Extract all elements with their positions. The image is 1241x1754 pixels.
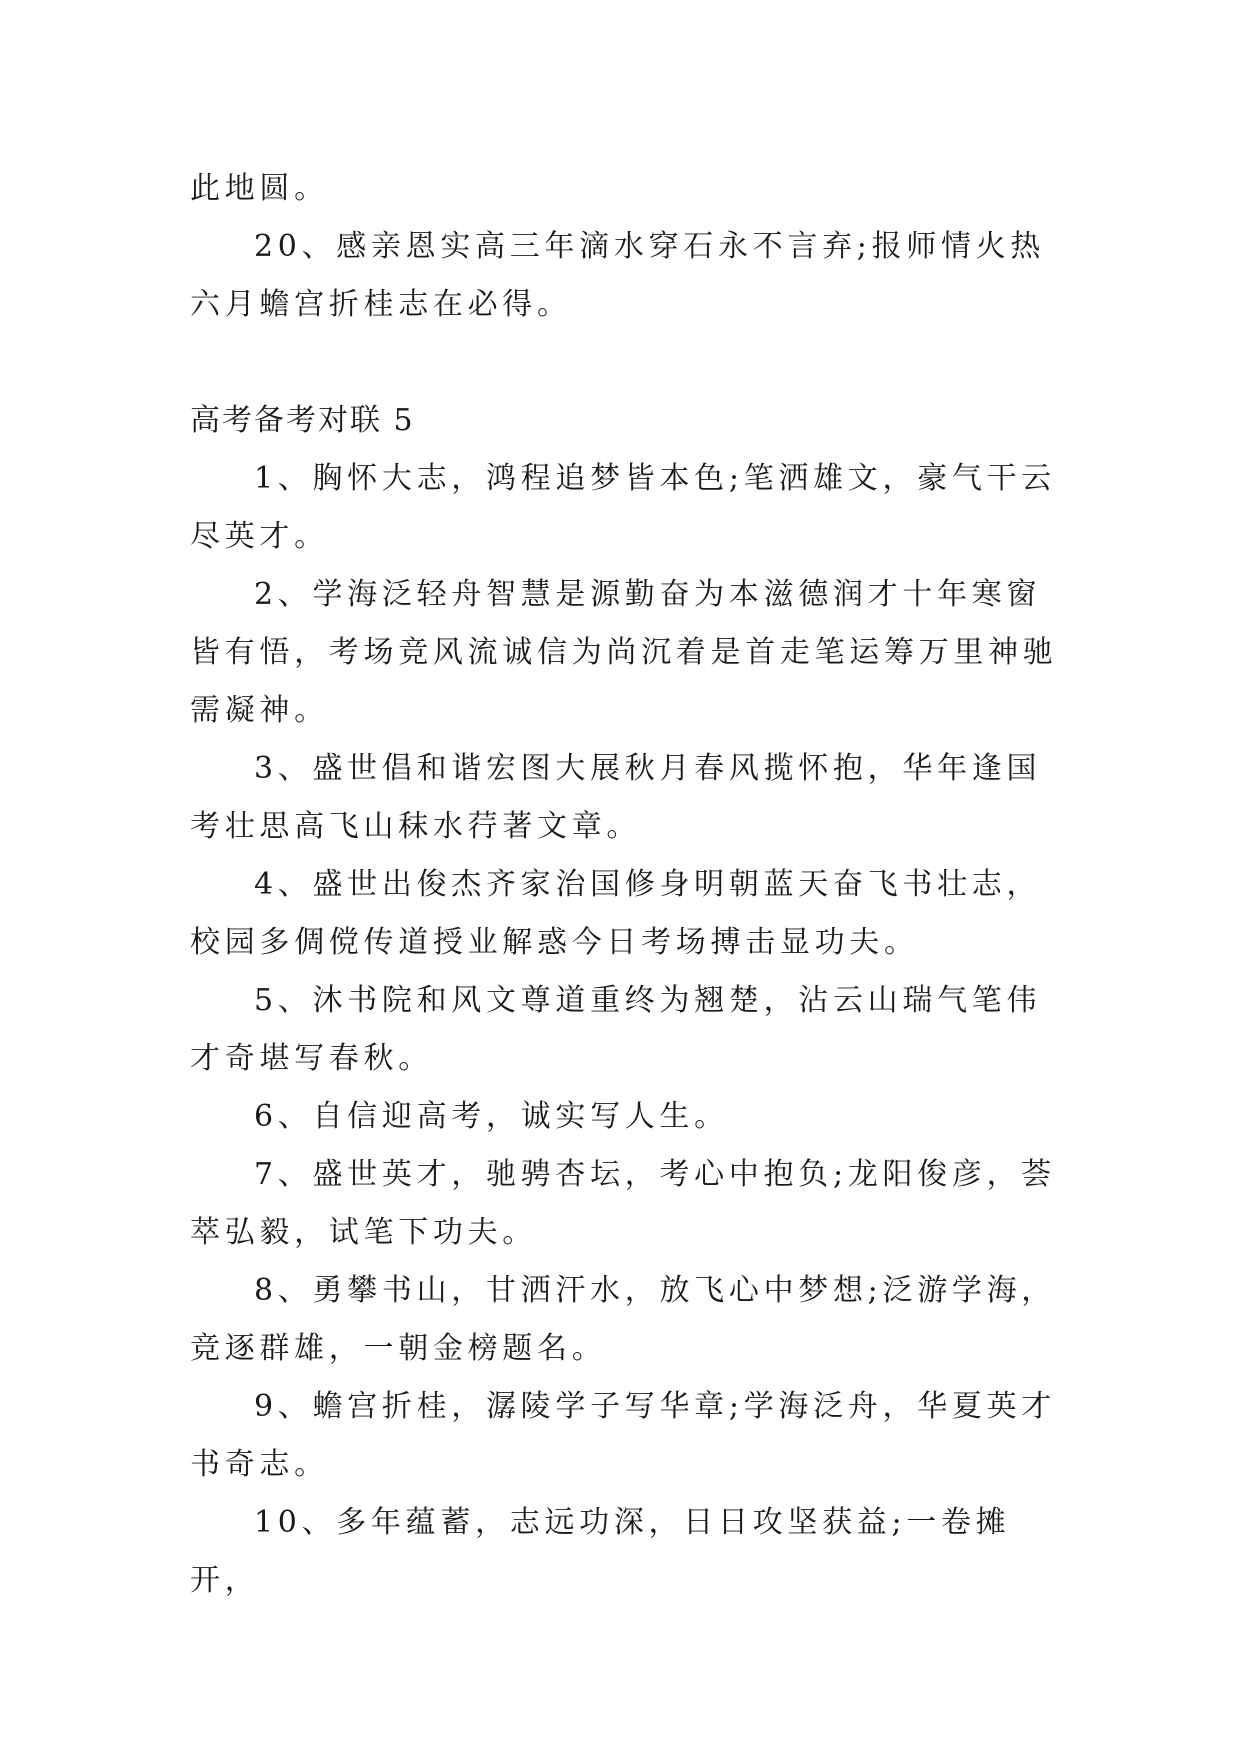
list-item: 10、多年蕴蓄，志远功深，日日攻坚获益;一卷摊开，	[190, 1505, 1011, 1598]
continuation-text: 此地圆。	[190, 171, 329, 206]
list-item-20: 20、感亲恩实高三年滴水穿石永不言弃;报师情火热六月蟾宫折桂志在必得。	[190, 229, 1046, 322]
list-item: 2、学海泛轻舟智慧是源勤奋为本滋德润才十年寒窗皆有悟，考场竞风流诚信为尚沉着是首走笔运筹万里神驰需凝神。	[190, 577, 1058, 728]
list-item: 9、蟾宫折桂，潺陵学子写华章;学海泛舟，华夏英才书奇志。	[190, 1389, 1056, 1482]
list-item: 8、勇攀书山，甘洒汗水，放飞心中梦想;泛游学海，竞逐群雄，一朝金榜题名。	[190, 1273, 1056, 1366]
list-item: 3、盛世倡和谐宏图大展秋月春风揽怀抱，华年逢国考壮思高飞山秣水荇著文章。	[190, 751, 1042, 844]
section-title: 高考备考对联 5	[190, 403, 415, 438]
list-item: 7、盛世英才，驰骋杏坛，考心中抱负;龙阳俊彦，荟萃弘毅，试笔下功夫。	[190, 1157, 1056, 1250]
list-item: 1、胸怀大志，鸿程追梦皆本色;笔洒雄文，豪气干云尽英才。	[190, 461, 1056, 554]
list-item: 4、盛世出俊杰齐家治国修身明朝蓝天奋飞书壮志，校园多倜傥传道授业解惑今日考场搏击显功夫。	[190, 867, 1042, 960]
list-item: 6、自信迎高考，诚实写人生。	[254, 1099, 729, 1134]
list-item: 5、沐书院和风文尊道重终为翘楚，沾云山瑞气笔伟才奇堪写春秋。	[190, 983, 1042, 1076]
